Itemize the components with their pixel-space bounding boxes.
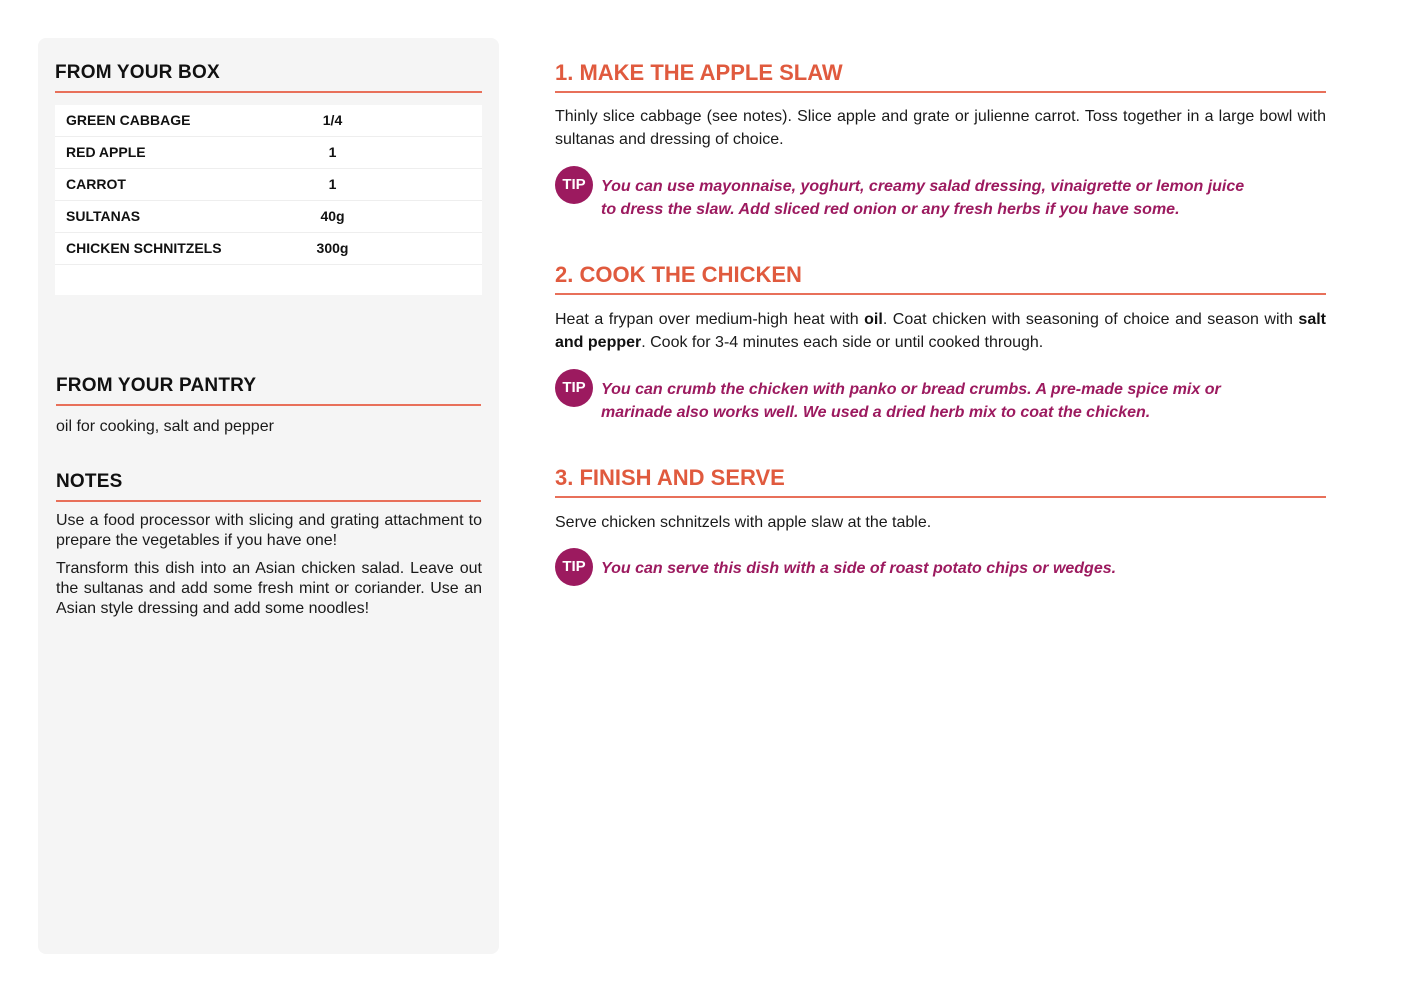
notes-heading: NOTES bbox=[56, 471, 481, 502]
step-3-tip: You can serve this dish with a side of roast potato chips or wedges. bbox=[601, 560, 1117, 577]
pantry-items: oil for cooking, salt and pepper bbox=[56, 418, 274, 435]
note-paragraph: Use a food processor with slicing and grating attachment to prepare the vegetables if you have one! bbox=[56, 512, 482, 549]
ingredient-name: GREEN CABBAGE bbox=[66, 112, 191, 128]
step-1-text: Thinly slice cabbage (see notes). Slice apple and grate or julienne carrot. Toss together in a large bowl with sultanas and dressing of choice. bbox=[555, 108, 1326, 148]
ingredient-name: CARROT bbox=[66, 176, 126, 192]
box-ingredients-table bbox=[55, 105, 482, 295]
ingredient-qty: 1/4 bbox=[322, 112, 343, 128]
ingredient-row bbox=[55, 137, 482, 169]
step-2-text: Heat a frypan over medium-high heat with oil. Coat chicken with seasoning of choice and season with salt and pepper. Cook for 3-4 minutes each side or until cooked through. bbox=[555, 311, 1326, 351]
step-3-text: Serve chicken schnitzels with apple slaw at the table. bbox=[555, 514, 932, 531]
ingredient-name: RED APPLE bbox=[66, 144, 146, 160]
ingredient-qty: 1 bbox=[328, 176, 337, 192]
note-paragraph: Transform this dish into an Asian chicken salad. Leave out the sultanas and add some fresh mint or coriander. Use an Asian style dressing and add some noodles! bbox=[56, 560, 482, 617]
ingredients-panel bbox=[38, 38, 499, 954]
ingredient-row bbox=[55, 233, 482, 265]
ingredient-qty: 1 bbox=[328, 144, 337, 160]
step-2-title: 2. COOK THE CHICKEN bbox=[555, 262, 1326, 295]
ingredient-row bbox=[55, 105, 482, 137]
step-1-tip: You can use mayonnaise, yoghurt, creamy salad dressing, vinaigrette or lemon juice to dress the slaw. Add sliced red onion or any fresh herbs if you have some. bbox=[601, 178, 1245, 218]
ingredient-qty: 40g bbox=[320, 208, 345, 224]
notes-body bbox=[56, 511, 482, 627]
from-pantry-heading: FROM YOUR PANTRY bbox=[56, 375, 481, 406]
ingredient-name: CHICKEN SCHNITZELS bbox=[66, 240, 222, 256]
tip-badge: TIP bbox=[555, 166, 593, 204]
ingredient-name: SULTANAS bbox=[66, 208, 141, 224]
ingredient-row bbox=[55, 201, 482, 233]
ingredient-row bbox=[55, 169, 482, 201]
ingredient-qty: 300g bbox=[316, 240, 349, 256]
step-2-tip: You can crumb the chicken with panko or bread crumbs. A pre-made spice mix or marinade also works well. We used a dried herb mix to coat the chicken. bbox=[601, 381, 1221, 421]
from-box-heading: FROM YOUR BOX bbox=[55, 62, 482, 93]
step-3-title: 3. FINISH AND SERVE bbox=[555, 465, 1326, 498]
step-1-title: 1. MAKE THE APPLE SLAW bbox=[555, 60, 1326, 93]
tip-badge: TIP bbox=[555, 548, 593, 586]
tip-badge: TIP bbox=[555, 369, 593, 407]
